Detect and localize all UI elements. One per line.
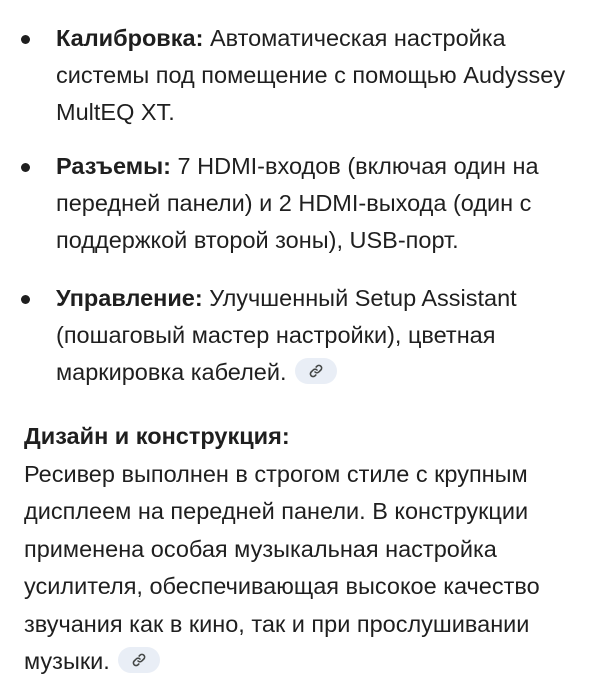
item-text: 7 HDMI-входов (включая один на передней панели) и 2 HDMI-выхода (один с поддержкой второй зоны), USB-порт. bbox=[56, 153, 539, 253]
item-term: Разъемы: bbox=[56, 153, 171, 179]
item-term: Управление: bbox=[56, 285, 203, 311]
bullet-dot bbox=[21, 163, 30, 172]
item-text: Улучшенный Setup Assistant (пошаговый мастер настройки), цветная маркировка кабелей. bbox=[56, 285, 517, 385]
link-icon bbox=[131, 652, 147, 668]
source-link-chip[interactable] bbox=[118, 647, 160, 673]
list-item-control bbox=[0, 280, 604, 391]
section-body bbox=[24, 456, 580, 681]
item-text: Автоматическая настройка системы под помещение с помощью Audyssey MultEQ XT. bbox=[56, 25, 566, 125]
bullet-dot bbox=[21, 295, 30, 304]
section-title: Дизайн и конструкция: bbox=[24, 423, 290, 449]
item-term: Калибровка: bbox=[56, 25, 204, 51]
design-section bbox=[24, 418, 580, 681]
bullet-dot bbox=[21, 35, 30, 44]
list-item-calibration bbox=[0, 20, 604, 131]
list-item-connectors bbox=[0, 148, 604, 259]
section-body-text: Ресивер выполнен в строгом стиле с крупным дисплеем на передней панели. В конструкции применена особая музыкальная настройка усилителя, обеспечивающая высокое качество звучания как в кино, так и при прослушивании музыки. bbox=[24, 460, 540, 674]
link-icon bbox=[308, 363, 324, 379]
source-link-chip[interactable] bbox=[295, 358, 337, 384]
